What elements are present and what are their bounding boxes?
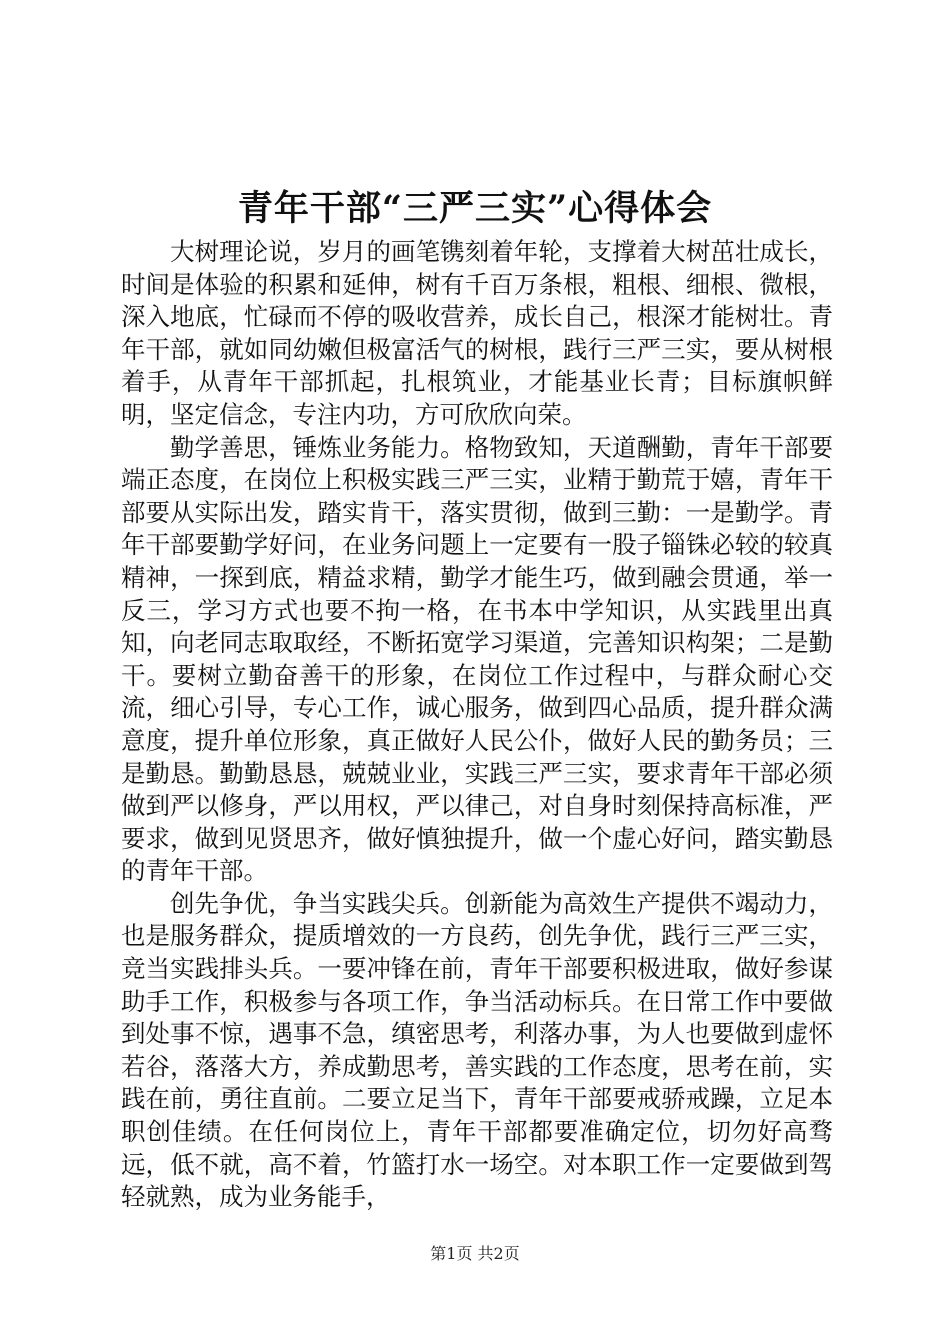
paragraph-diligent-study: 勤学善思，锤炼业务能力。格物致知，天道酬勤，青年干部要端正态度，在岗位上积极实践三严三实，业精于勤荒于嬉，青年干部要从实际出发，踏实肯干，落实贯彻，做到三勤：一是勤学。青年干部要勤学好问，在业务问题上一定要有一股子锱铢必较的较真精神，一探到底，精益求精，勤学才能生巧，做到融会贯通，举一反三，学习方式也要不拘一格，在书本中学知识，从实践里出真知，向老同志取取经，不断拓宽学习渠道，完善知识构架；二是勤干。要树立勤奋善干的形象，在岗位工作过程中，与群众耐心交流，细心引导，专心工作，诚心服务，做到四心品质，提升群众满意度，提升单位形象，真正做好人民公仆，做好人民的勤务员；三是勤恳。勤勤恳恳，兢兢业业，实践三严三实，要求青年干部必须做到严以修身，严以用权，严以律己，对自身时刻保持高标准，严要求，做到见贤思齐，做好慎独提升，做一个虚心好问，踏实勤恳的青年干部。 (121, 432, 833, 886)
paragraph-intro: 大树理论说，岁月的画笔镌刻着年轮，支撑着大树茁壮成长，时间是体验的积累和延伸，树有千百万条根，粗根、细根、微根，深入地底，忙碌而不停的吸收营养，成长自己，根深才能树壮。青年干部，就如同幼嫩但极富活气的树根，践行三严三实，要从树根着手，从青年干部抓起，扎根筑业，才能基业长青；目标旗帜鲜明，坚定信念，专注内功，方可欣欣向荣。 (121, 237, 833, 429)
document-title: 青年干部“三严三实”心得体会 (237, 188, 713, 229)
document-body (121, 236, 833, 1214)
page-footer: 第1页 共2页 (430, 1244, 520, 1263)
paragraph-strive-excellence: 创先争优，争当实践尖兵。创新能为高效生产提供不竭动力，也是服务群众，提质增效的一方良药，创先争优，践行三严三实，竞当实践排头兵。一要冲锋在前，青年干部要积极进取，做好参谋助手工作，积极参与各项工作，争当活动标兵。在日常工作中要做到处事不惊，遇事不急，缜密思考，利落办事，为人也要做到虚怀若谷，落落大方，养成勤思考，善实践的工作态度，思考在前，实践在前，勇往直前。二要立足当下，青年干部要戒骄戒躁，立足本职创佳绩。在任何岗位上，青年干部都要准确定位，切勿好高骛远，低不就，高不着，竹篮打水一场空。对本职工作一定要做到驾轻就熟，成为业务能手， (121, 888, 833, 1212)
